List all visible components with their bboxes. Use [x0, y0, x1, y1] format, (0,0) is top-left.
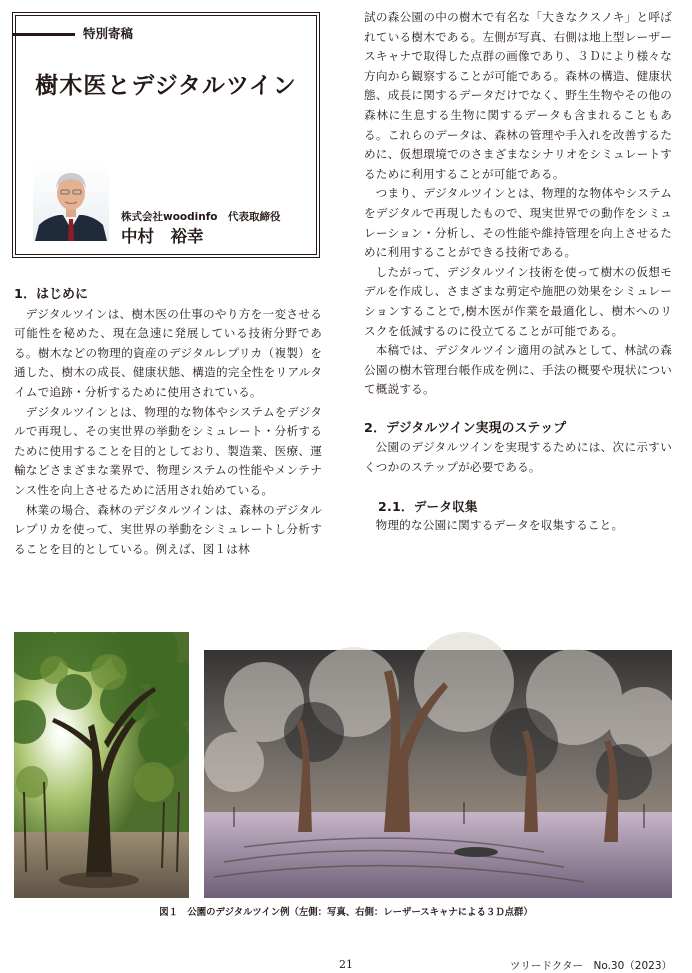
title-box: [12, 12, 320, 258]
spacer: [364, 478, 672, 497]
figure-photo: [14, 632, 189, 898]
article-kicker: 特別寄稿: [83, 26, 134, 41]
spacer: [364, 400, 672, 419]
author-affiliation: 株式会社woodinfo 代表取締役: [121, 211, 281, 223]
subsection-heading: 2.1．データ収集: [378, 498, 478, 514]
body-paragraph: したがって、デジタルツイン技術を使って樹木の仮想モデルを作成し、さまざまな剪定や施肥の効果をシミュレーションすることで,樹木医が作業を最適化し、樹木へのリスクを低減するのに役立てることが可能である。: [364, 264, 672, 338]
body-paragraph: 林業の場合、森林のデジタルツインは、森林のデジタルレプリカを使って、実世界の挙動をシミュレートし分析することを目的としている。例えば、図１は林: [14, 502, 322, 556]
article-title: 樹木医とデジタルツイン: [35, 72, 297, 99]
left-column: [14, 285, 322, 559]
figure-caption: 図１ 公園のデジタルツイン例（左側：写真、右側：レーザースキャナによる３Ｄ点群）: [159, 907, 533, 918]
section-heading: 1．はじめに: [14, 287, 89, 302]
body-paragraph: デジタルツインとは、物理的な物体やシステムをデジタルで再現し、その実世界の挙動をシミュレート・分析するために使用することを目的としており、製造業、医療、運輸などさまざまな業界で、物理システムの性能やメンテナンス性を向上させるために活用され始めている。: [14, 404, 322, 497]
journal-footer: ツリードクター No.30（2023）: [509, 960, 672, 972]
body-paragraph: 本稿では、デジタルツイン適用の試みとして、林試の森公園の樹木管理台帳作成を例に、手法の概要や現状について概説する。: [364, 343, 672, 397]
page-number: 21: [339, 958, 353, 971]
kicker-bar: [13, 33, 75, 36]
body-paragraph: デジタルツインは、樹木医の仕事のやり方を一変させる可能性を秘めた、現在急速に発展している技術分野である。樹木などの物理的資産のデジタルレプリカ（複製）を通した、樹木の成長、健康状態、構造的完全性をリアルタイムで追跡・分析するために使用されている。: [14, 306, 322, 399]
body-paragraph: 試の森公園の中の樹木で有名な「大きなクスノキ」と呼ばれている樹木である。左側が写真、右側は地上型レーザースキャナで取得した点群の画像であり、３Ｄにより様々な方向から観察することが可能である。森林の構造、健康状態、成長に関するデータだけでなく、野生生物やその他の森林に生息する生物に関するデータも含まれることもある。これらのデータは、森林の管理や手入れを改善するために、仮想環境でのさまざまなシナリオをシミュレートするために利用することが可能である。: [364, 10, 672, 181]
body-paragraph: つまり、デジタルツインとは、物理的な物体やシステムをデジタルで再現したもので、現実世界での動作をシミュレーション・分析し、その性能や維持管理を向上させるために利用することができる技術である。: [364, 186, 672, 260]
body-paragraph: 物理的な公園に関するデータを収集すること。: [375, 518, 624, 533]
author-portrait: [33, 163, 109, 241]
author-name: 中村 裕幸: [121, 227, 204, 246]
body-paragraph: 公園のデジタルツインを実現するためには、次に示すいくつかのステップが必要である。: [364, 440, 672, 475]
section-heading: 2．デジタルツイン実現のステップ: [364, 420, 567, 436]
figure-point-cloud: [204, 632, 672, 898]
right-column: [364, 8, 672, 536]
